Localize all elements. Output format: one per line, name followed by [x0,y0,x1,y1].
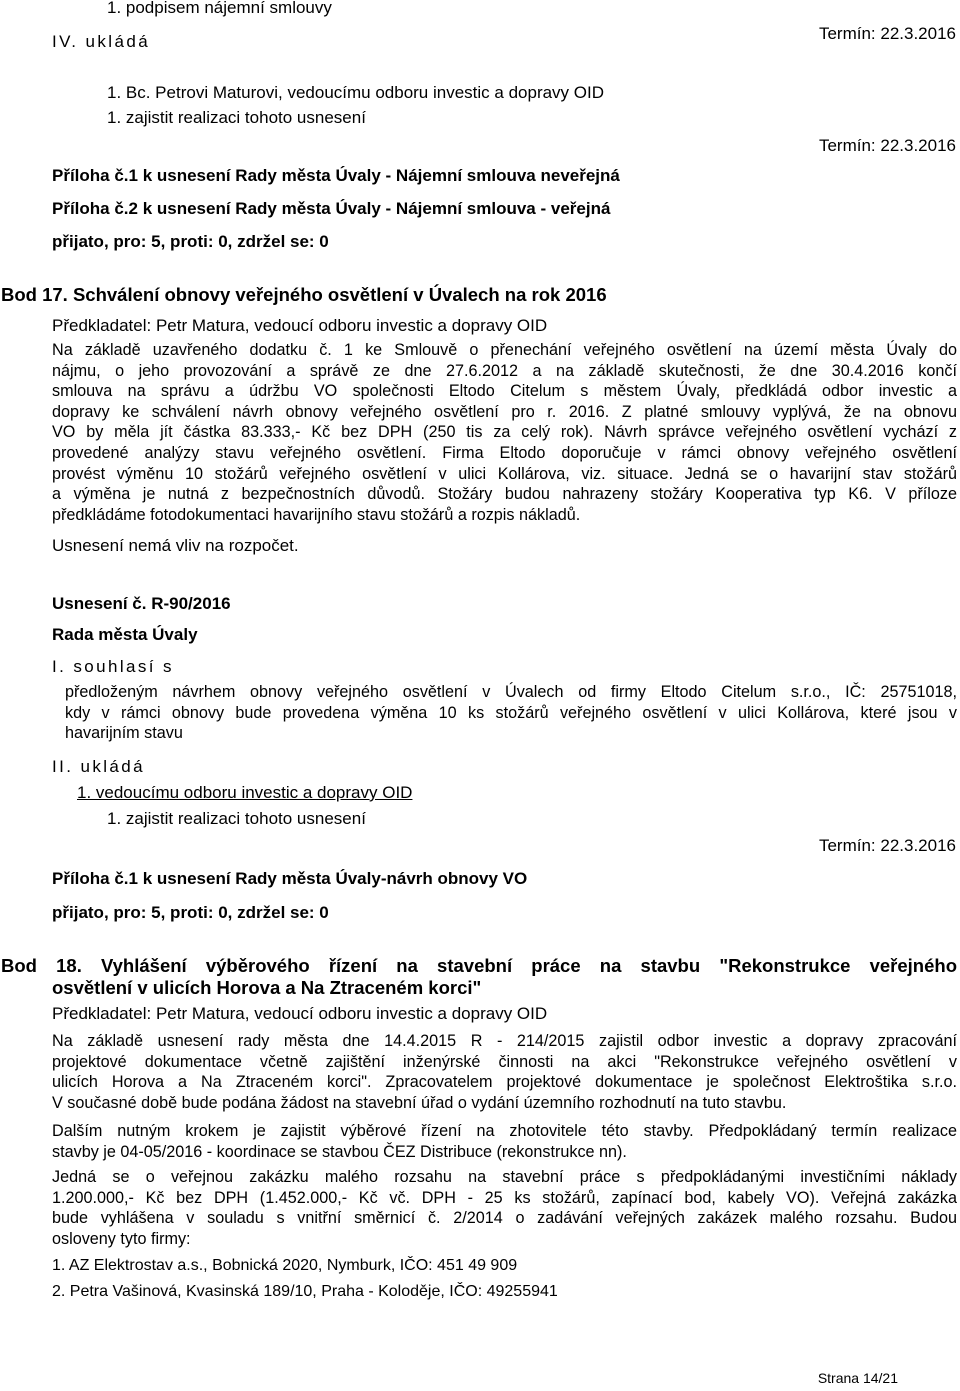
body-line: provést výměnu 10 stožárů veřejného osvětlení v ulici Kollárova, viz. situace. Jedná se o havarijní stav stožárů [52,464,957,483]
rada-heading: Rada města Úvaly [52,625,198,644]
predkladatel: Předkladatel: Petr Matura, vedoucí odboru investic a dopravy OID [52,316,548,335]
body-line: nájmu, o jeho provozování a správě ze dne 27.6.2012 a na základě skutečnosti, že dne 30.4.2016 končí [52,361,957,380]
priloha-vo: Příloha č.1 k usnesení Rady města Úvaly-návrh obnovy VO [52,869,528,888]
body-line: ulicích Horova a Na Ztraceném korci". Zpracovatelem projektové dokumentace je společnost Elektroštika s.r.o. [52,1073,957,1092]
rozpocet-note: Usnesení nemá vliv na rozpočet. [52,536,299,555]
vote-result-2: přijato, pro: 5, proti: 0, zdržel se: 0 [52,903,329,922]
section-ii-heading: II. ukládá [52,757,145,776]
body-line: provedené analýzy stavu veřejného osvětlení. Firma Eltodo doporučuje v rámci obnovy veřejného osvětlení [52,443,957,462]
page-number: Strana 14/21 [817,1370,898,1386]
souhlasi-text [65,682,957,744]
title-line: osvětlení v ulicích Horova a Na Ztraceném korci" [52,977,482,998]
section-i-heading: I. souhlasí s [52,657,174,676]
title-line: Bod 18. Vyhlášení výběrového řízení na stavební práce na stavbu "Rekonstrukce veřejného [1,955,957,976]
body-line: Dalším nutným krokem je zajistit výběrové řízení na zhotovitele této stavby. Předpokládaný termín realizace [52,1122,957,1140]
body-line: předkládáme fotodokumentaci havarijního stavu stožárů a rozpis nákladů. [52,505,581,524]
top-line-1: 1. podpisem nájemní smlouvy [107,0,332,17]
body-line: havarijním stavu [65,724,183,743]
bod-18-title [1,955,957,999]
top-item-1-1: 1. zajistit realizaci tohoto usnesení [107,108,366,127]
bod-17-title: Bod 17. Schválení obnovy veřejného osvětlení v Úvalech na rok 2016 [1,284,607,305]
body-line: kdy v rámci obnovy bude provedena výměna 10 ks stožárů veřejného osvětlení v ulici Kollárova, které jsou v [65,703,957,722]
bod-18-para-2 [52,1121,957,1162]
bod-17-body [52,340,957,525]
termin-1: Termín: 22.3.2016 [818,24,956,43]
ii-item-1-1: 1. zajistit realizaci tohoto usnesení [107,809,366,828]
top-item-1: 1. Bc. Petrovi Maturovi, vedoucímu odboru investic a dopravy OID [107,83,605,102]
termin-2: Termín: 22.3.2016 [818,136,956,155]
body-line: stavby je 04-05/2016 - koordinace se stavbou ČEZ Distribuce (rekonstrukce nn). [52,1142,627,1161]
predkladatel-18: Předkladatel: Petr Matura, vedoucí odboru investic a dopravy OID [52,1004,548,1023]
priloha-2: Příloha č.2 k usnesení Rady města Úvaly - Nájemní smlouva - veřejná [52,199,611,218]
section-iv-heading: IV. ukládá [52,32,151,51]
body-line: 1.200.000,- Kč bez DPH (1.452.000,- Kč vč. DPH - 25 ks stožárů, zapínací bod, kabely VO). Veřejná zakázka [52,1188,957,1207]
body-line: Jedná se o veřejnou zakázku malého rozsahu na stavební práce s předpokládanými investičními náklady [52,1168,957,1186]
body-line: osloveny tyto firmy: [52,1229,191,1248]
body-line: předloženým návrhem obnovy veřejného osvětlení v Úvalech od firmy Eltodo Citelum s.r.o., IČ: 25751018, [65,683,957,701]
priloha-1: Příloha č.1 k usnesení Rady města Úvaly - Nájemní smlouva neveřejná [52,166,620,185]
body-line: V současné době bude podána žádost na stavební úřad o vydání územního rozhodnutí na tuto stavbu. [52,1093,787,1112]
body-line: bude vyhlášena v souladu s vnitřní směrnicí č. 2/2014 o zadávání veřejných zakázek malého rozsahu. Budou [52,1209,957,1228]
body-line: Na základě usnesení rady města dne 14.4.2015 R - 214/2015 zajistil odbor investic a dopravy zpracování [52,1032,957,1050]
body-line: smlouva na správu a údržbu VO společnosti Eltodo Citelum s městem Úvaly, předkládá odbor investic a [52,382,957,401]
vote-result: přijato, pro: 5, proti: 0, zdržel se: 0 [52,232,329,251]
termin-3: Termín: 22.3.2016 [818,836,956,855]
body-line: projektové dokumentace včetně zajištění inženýrské činnosti na akci "Rekonstrukce veřejného osvětlení v [52,1052,957,1071]
body-line: a výměna je nutná z bezpečnostních důvodů. Stožáry budou nahrazeny stožáry Kooperativa typ K6. V příloze [52,485,957,504]
ii-item-1: 1. vedoucímu odboru investic a dopravy OID [77,783,413,802]
usneseni-number: Usnesení č. R-90/2016 [52,594,231,613]
body-line: Na základě uzavřeného dodatku č. 1 ke Smlouvě o přenechání veřejného osvětlení na území města Úvaly do [52,341,957,359]
body-line: VO by měla jít částka 83.333,- Kč bez DPH (250 tis za celý rok). Návrh správce veřejného osvětlení vychází z [52,423,957,442]
bod-18-para-3 [52,1167,957,1249]
bod-18-para-1 [52,1031,957,1113]
body-line: dopravy ke schválení návrh obnovy veřejného osvětlení pro r. 2016. Z platné smlouvy vyplývá, že na obnovu [52,402,957,421]
firm-1: 1. AZ Elektrostav a.s., Bobnická 2020, Nymburk, IČO: 451 49 909 [52,1257,518,1274]
firm-2: 2. Petra Vašinová, Kvasinská 189/10, Praha - Koloděje, IČO: 49255941 [52,1283,558,1300]
